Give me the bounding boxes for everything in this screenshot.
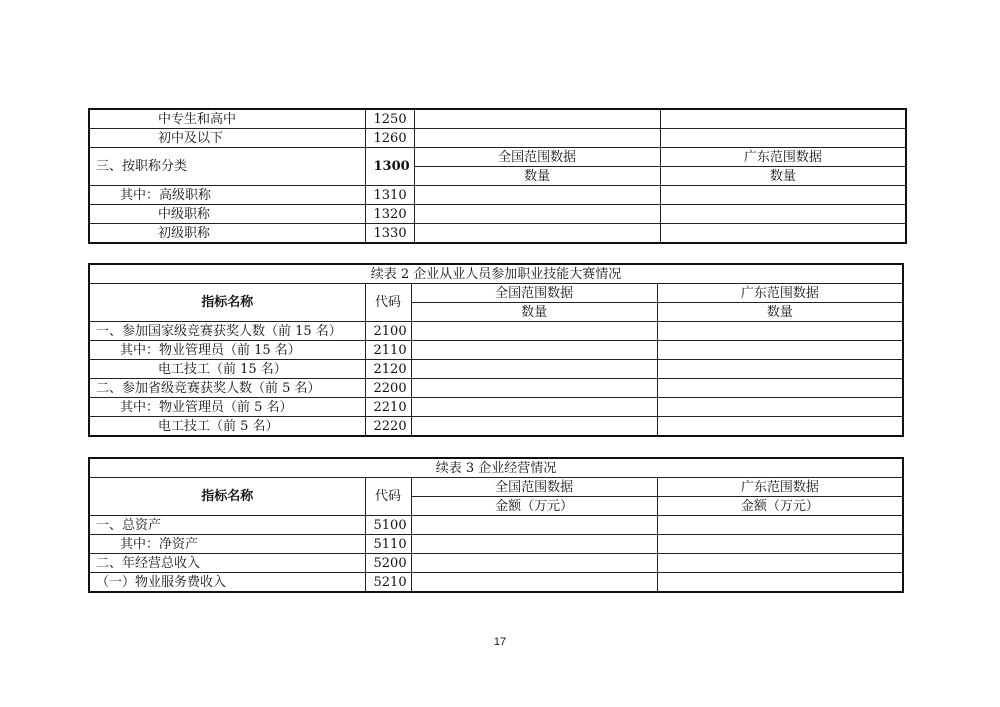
indicator-name: 中级职称 (89, 205, 365, 224)
national-data-cell[interactable] (411, 379, 657, 398)
indicator-code: 2100 (365, 322, 411, 341)
table-header-row (89, 284, 903, 303)
indicator-code: 2120 (365, 360, 411, 379)
table-row (89, 360, 903, 379)
guangdong-data-cell[interactable] (657, 341, 903, 360)
indicator-code: 1330 (365, 224, 414, 244)
national-data-cell[interactable] (411, 535, 657, 554)
page-number: 17 (493, 636, 507, 648)
indicator-code: 2210 (365, 398, 411, 417)
national-data-cell[interactable] (411, 417, 657, 437)
table-row (89, 417, 903, 437)
guangdong-data-cell[interactable] (657, 573, 903, 593)
national-data-cell[interactable] (411, 573, 657, 593)
table-row (89, 341, 903, 360)
header-code: 代码 (365, 284, 411, 322)
table-title: 续表 3 企业经营情况 (89, 458, 903, 478)
guangdong-data-cell[interactable] (657, 360, 903, 379)
table-row (89, 224, 906, 244)
indicator-code: 5210 (365, 573, 411, 593)
indicator-name: 初中及以下 (89, 129, 365, 148)
national-data-cell[interactable] (414, 205, 660, 224)
indicator-code: 5110 (365, 535, 411, 554)
national-subheader: 数量 (414, 167, 660, 186)
national-data-cell[interactable] (411, 516, 657, 535)
guangdong-subheader: 数量 (660, 167, 906, 186)
indicator-name: 一、总资产 (89, 516, 365, 535)
skills-competition-table (88, 263, 904, 437)
national-header: 全国范围数据 (411, 284, 657, 303)
indicator-code: 2220 (365, 417, 411, 437)
guangdong-data-cell[interactable] (660, 109, 906, 129)
header-code: 代码 (365, 478, 411, 516)
table-row (89, 398, 903, 417)
indicator-code: 1320 (365, 205, 414, 224)
table-row (89, 148, 906, 167)
table-row (89, 573, 903, 593)
guangdong-data-cell[interactable] (657, 554, 903, 573)
table-row (89, 205, 906, 224)
indicator-name: 其中：净资产 (89, 535, 365, 554)
staff-title-table (88, 108, 907, 244)
guangdong-data-cell[interactable] (660, 205, 906, 224)
national-header: 全国范围数据 (411, 478, 657, 497)
indicator-name: 电工技工（前 15 名） (89, 360, 365, 379)
indicator-name: 其中：物业管理员（前 5 名） (89, 398, 365, 417)
national-header: 全国范围数据 (414, 148, 660, 167)
indicator-name: 电工技工（前 5 名） (89, 417, 365, 437)
indicator-code: 5200 (365, 554, 411, 573)
national-subheader: 数量 (411, 303, 657, 322)
guangdong-header: 广东范围数据 (657, 284, 903, 303)
table-title: 续表 2 企业从业人员参加职业技能大赛情况 (89, 264, 903, 284)
national-data-cell[interactable] (414, 129, 660, 148)
table-row (89, 379, 903, 398)
national-data-cell[interactable] (411, 341, 657, 360)
indicator-name: 三、按职称分类 (89, 148, 365, 186)
guangdong-header: 广东范围数据 (660, 148, 906, 167)
indicator-name: 一、参加国家级竞赛获奖人数（前 15 名） (89, 322, 365, 341)
guangdong-data-cell[interactable] (657, 417, 903, 437)
table-header-row (89, 478, 903, 497)
guangdong-header: 广东范围数据 (657, 478, 903, 497)
guangdong-data-cell[interactable] (657, 516, 903, 535)
guangdong-subheader: 金额（万元） (657, 497, 903, 516)
guangdong-data-cell[interactable] (657, 535, 903, 554)
indicator-code: 1260 (365, 129, 414, 148)
national-data-cell[interactable] (414, 224, 660, 244)
table-row (89, 186, 906, 205)
header-indicator-name: 指标名称 (89, 478, 365, 516)
business-operations-table (88, 457, 904, 593)
national-data-cell[interactable] (411, 360, 657, 379)
guangdong-data-cell[interactable] (660, 129, 906, 148)
table-row (89, 554, 903, 573)
national-data-cell[interactable] (411, 322, 657, 341)
table-row (89, 516, 903, 535)
table-row (89, 109, 906, 129)
guangdong-data-cell[interactable] (660, 186, 906, 205)
indicator-name: 其中：物业管理员（前 15 名） (89, 341, 365, 360)
table-title-row (89, 458, 903, 478)
indicator-code: 5100 (365, 516, 411, 535)
national-data-cell[interactable] (411, 554, 657, 573)
indicator-name: 初级职称 (89, 224, 365, 244)
guangdong-data-cell[interactable] (657, 398, 903, 417)
indicator-code: 1310 (365, 186, 414, 205)
guangdong-subheader: 数量 (657, 303, 903, 322)
national-data-cell[interactable] (414, 109, 660, 129)
guangdong-data-cell[interactable] (657, 322, 903, 341)
indicator-name: 二、年经营总收入 (89, 554, 365, 573)
table-title-row (89, 264, 903, 284)
table-row (89, 322, 903, 341)
national-subheader: 金额（万元） (411, 497, 657, 516)
guangdong-data-cell[interactable] (657, 379, 903, 398)
national-data-cell[interactable] (411, 398, 657, 417)
indicator-name: 二、参加省级竞赛获奖人数（前 5 名） (89, 379, 365, 398)
table-row (89, 129, 906, 148)
indicator-name: （一）物业服务费收入 (89, 573, 365, 593)
guangdong-data-cell[interactable] (660, 224, 906, 244)
national-data-cell[interactable] (414, 186, 660, 205)
header-indicator-name: 指标名称 (89, 284, 365, 322)
indicator-code: 1300 (365, 148, 414, 186)
indicator-name: 其中：高级职称 (89, 186, 365, 205)
indicator-code: 2110 (365, 341, 411, 360)
table-row (89, 535, 903, 554)
indicator-name: 中专生和高中 (89, 109, 365, 129)
indicator-code: 2200 (365, 379, 411, 398)
indicator-code: 1250 (365, 109, 414, 129)
